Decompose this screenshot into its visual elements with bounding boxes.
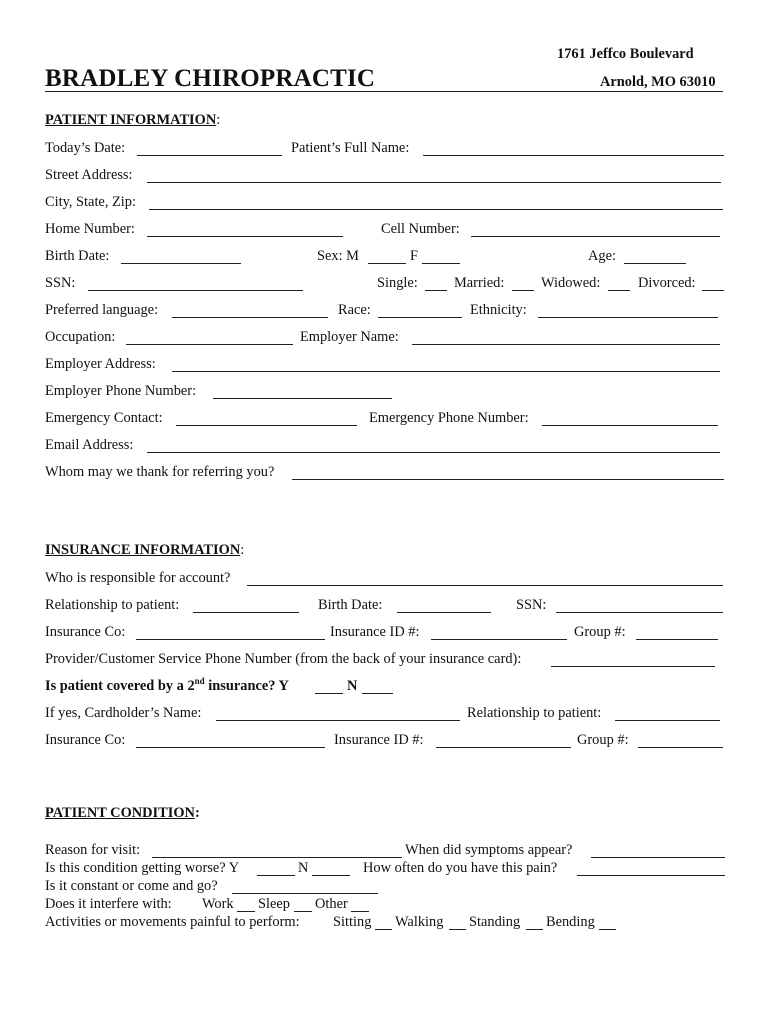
emergency-phone-field[interactable]: [542, 425, 718, 426]
when-field[interactable]: [591, 857, 725, 858]
home-phone-label: Home Number:: [45, 221, 135, 237]
group-field[interactable]: [636, 639, 718, 640]
second-insurance-y-field[interactable]: [315, 693, 343, 694]
how-often-field[interactable]: [577, 875, 725, 876]
language-label: Preferred language:: [45, 302, 159, 318]
responsible-field[interactable]: [247, 585, 723, 586]
sleep-label: Sleep: [258, 896, 290, 912]
ssn-field[interactable]: [88, 290, 303, 291]
bending-label: Bending: [546, 914, 595, 930]
constant-label: Is it constant or come and go?: [45, 878, 218, 894]
birth-date-field[interactable]: [121, 263, 241, 264]
home-phone-field[interactable]: [147, 236, 343, 237]
ins-ssn-label: SSN:: [516, 597, 547, 613]
emergency-phone-label: Emergency Phone Number:: [369, 410, 529, 426]
how-often-label: How often do you have this pain?: [363, 860, 558, 876]
city-field[interactable]: [149, 209, 723, 210]
second-insurance-n-field[interactable]: [362, 693, 393, 694]
activities-label: Activities or movements painful to perform:: [45, 914, 300, 930]
walking-field[interactable]: [449, 929, 466, 930]
sitting-field[interactable]: [375, 929, 392, 930]
relationship2-field[interactable]: [615, 720, 720, 721]
referral-label: Whom may we thank for referring you?: [45, 464, 275, 480]
insurance-heading: INSURANCE INFORMATION:: [45, 542, 245, 558]
insurance-id2-label: Insurance ID #:: [334, 732, 424, 748]
widowed-field[interactable]: [608, 290, 630, 291]
email-label: Email Address:: [45, 437, 134, 453]
language-field[interactable]: [172, 317, 328, 318]
when-label: When did symptoms appear?: [405, 842, 573, 858]
insurance-id-field[interactable]: [431, 639, 567, 640]
employer-name-label: Employer Name:: [300, 329, 399, 345]
ins-birth-date-field[interactable]: [397, 612, 491, 613]
reason-label: Reason for visit:: [45, 842, 141, 858]
bending-field[interactable]: [599, 929, 616, 930]
sleep-field[interactable]: [294, 911, 312, 912]
sex-f-field[interactable]: [422, 263, 460, 264]
sex-label: Sex: M: [317, 248, 359, 264]
married-field[interactable]: [512, 290, 534, 291]
insurance-co-field[interactable]: [136, 639, 325, 640]
emergency-contact-label: Emergency Contact:: [45, 410, 163, 426]
standing-label: Standing: [469, 914, 521, 930]
insurance-co-label: Insurance Co:: [45, 624, 126, 640]
employer-phone-label: Employer Phone Number:: [45, 383, 197, 399]
insurance-id-label: Insurance ID #:: [330, 624, 420, 640]
employer-address-field[interactable]: [172, 371, 720, 372]
todays-date-label: Today’s Date:: [45, 140, 126, 156]
other-label: Other: [315, 896, 348, 912]
sex-m-field[interactable]: [368, 263, 406, 264]
widowed-label: Widowed:: [541, 275, 601, 291]
second-insurance-question: Is patient covered by a 2nd insurance? Y: [45, 676, 289, 694]
worse-y-field[interactable]: [257, 875, 295, 876]
full-name-field[interactable]: [423, 155, 724, 156]
age-field[interactable]: [624, 263, 686, 264]
ssn-label: SSN:: [45, 275, 76, 291]
birth-date-label: Birth Date:: [45, 248, 110, 264]
age-label: Age:: [588, 248, 616, 264]
race-label: Race:: [338, 302, 371, 318]
reason-field[interactable]: [152, 857, 402, 858]
cardholder-field[interactable]: [216, 720, 460, 721]
sex-f-label: F: [410, 248, 419, 264]
employer-address-label: Employer Address:: [45, 356, 156, 372]
other-field[interactable]: [351, 911, 369, 912]
race-field[interactable]: [378, 317, 462, 318]
provider-phone-field[interactable]: [551, 666, 715, 667]
group-label: Group #:: [574, 624, 626, 640]
ins-relationship-field[interactable]: [193, 612, 299, 613]
street-label: Street Address:: [45, 167, 133, 183]
title-rule: [45, 91, 723, 92]
ethnicity-label: Ethnicity:: [470, 302, 527, 318]
divorced-label: Divorced:: [638, 275, 696, 291]
cell-phone-label: Cell Number:: [381, 221, 460, 237]
sitting-label: Sitting: [333, 914, 372, 930]
referral-field[interactable]: [292, 479, 724, 480]
ins-relationship-label: Relationship to patient:: [45, 597, 180, 613]
city-label: City, State, Zip:: [45, 194, 137, 210]
single-label: Single:: [377, 275, 418, 291]
relationship2-label: Relationship to patient:: [467, 705, 602, 721]
address-line-1: 1761 Jeffco Boulevard: [557, 46, 694, 62]
insurance-co2-field[interactable]: [136, 747, 325, 748]
divorced-field[interactable]: [702, 290, 724, 291]
group2-label: Group #:: [577, 732, 629, 748]
ethnicity-field[interactable]: [538, 317, 718, 318]
occupation-field[interactable]: [126, 344, 293, 345]
emergency-contact-field[interactable]: [176, 425, 357, 426]
provider-phone-label: Provider/Customer Service Phone Number (from the back of your insurance card):: [45, 651, 522, 667]
worse-label: Is this condition getting worse? Y: [45, 860, 240, 876]
married-label: Married:: [454, 275, 505, 291]
occupation-label: Occupation:: [45, 329, 116, 345]
ins-ssn-field[interactable]: [556, 612, 723, 613]
ins-birth-date-label: Birth Date:: [318, 597, 383, 613]
work-field[interactable]: [237, 911, 255, 912]
cell-phone-field[interactable]: [471, 236, 720, 237]
full-name-label: Patient’s Full Name:: [291, 140, 410, 156]
walking-label: Walking: [395, 914, 444, 930]
second-insurance-n-label: N: [347, 678, 358, 694]
practice-title: BRADLEY CHIROPRACTIC: [45, 65, 376, 92]
todays-date-field[interactable]: [137, 155, 282, 156]
constant-field[interactable]: [232, 893, 378, 894]
work-label: Work: [202, 896, 234, 912]
employer-name-field[interactable]: [412, 344, 720, 345]
responsible-label: Who is responsible for account?: [45, 570, 231, 586]
worse-n-label: N: [298, 860, 309, 876]
interfere-label: Does it interfere with:: [45, 896, 172, 912]
cardholder-label: If yes, Cardholder’s Name:: [45, 705, 202, 721]
patient-info-heading: PATIENT INFORMATION:: [45, 112, 221, 128]
address-line-2: Arnold, MO 63010: [600, 74, 716, 90]
group2-field[interactable]: [638, 747, 723, 748]
single-field[interactable]: [425, 290, 447, 291]
standing-field[interactable]: [526, 929, 543, 930]
insurance-co2-label: Insurance Co:: [45, 732, 126, 748]
worse-n-field[interactable]: [312, 875, 350, 876]
employer-phone-field[interactable]: [213, 398, 392, 399]
condition-heading: PATIENT CONDITION:: [45, 805, 200, 821]
street-field[interactable]: [147, 182, 721, 183]
email-field[interactable]: [147, 452, 720, 453]
insurance-id2-field[interactable]: [436, 747, 571, 748]
